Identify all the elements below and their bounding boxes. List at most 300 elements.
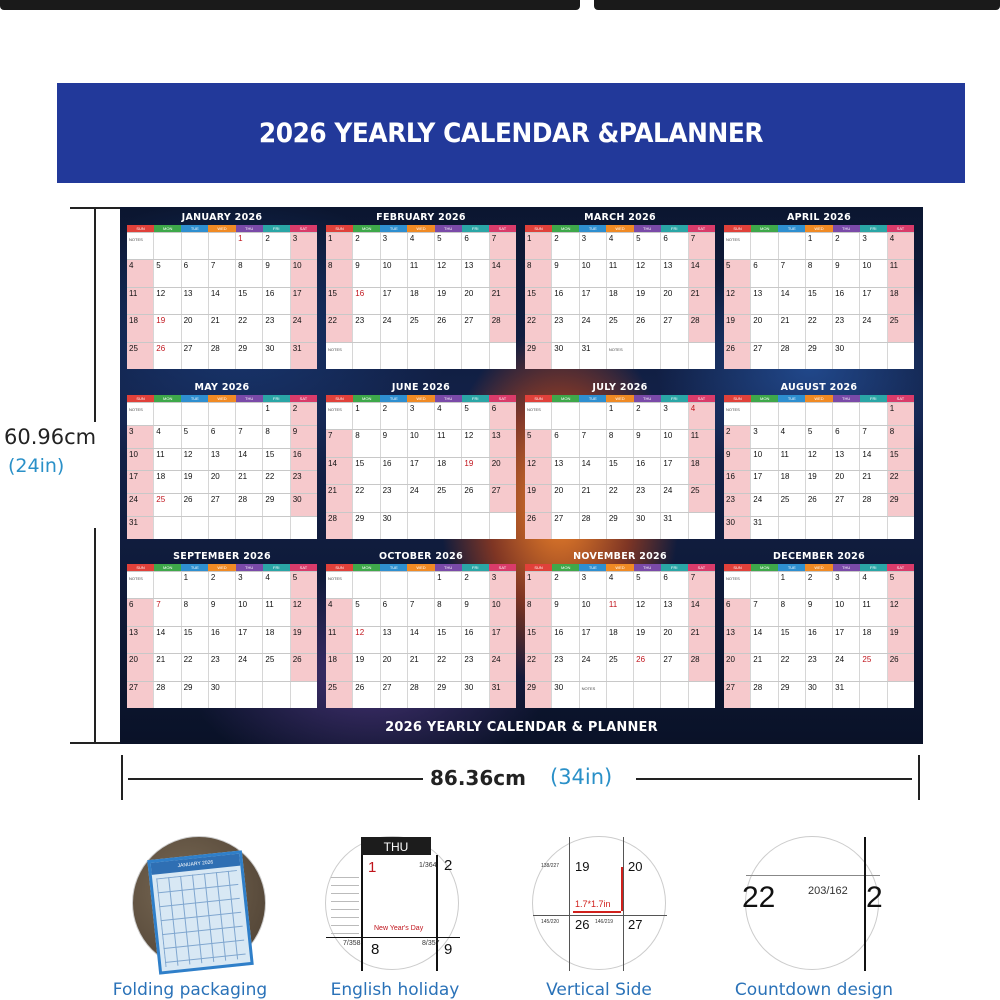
notes-label: NOTES (129, 237, 143, 242)
day-number: 5 (156, 261, 161, 271)
day-number: 7 (210, 261, 216, 271)
dimension-arrow-horizontal (573, 911, 621, 913)
notes-cell (181, 517, 208, 539)
day-cell (262, 494, 289, 516)
day-number: 20 (753, 316, 763, 326)
day-cell (262, 426, 289, 448)
weekday-label: WED (805, 395, 832, 402)
cell-divider (436, 855, 438, 971)
day-count: 138/227 (541, 863, 560, 869)
weekday-label: TUE (778, 225, 805, 232)
day-number: 30 (726, 518, 735, 528)
day-cell (153, 315, 180, 341)
day-number: 3 (129, 426, 134, 436)
day-number: 19 (527, 486, 536, 496)
day-cell (127, 426, 153, 448)
width-dimension-cap-right (918, 755, 920, 800)
day-number: 7 (581, 431, 587, 441)
day-number: 9 (382, 431, 388, 441)
day-number: 10 (753, 449, 763, 459)
day-number: 14 (409, 627, 419, 637)
day-number: 21 (862, 472, 872, 482)
day-cell (181, 449, 208, 471)
day-number: 19 (292, 627, 302, 637)
day-cell (805, 599, 832, 625)
notes-label: NOTES (129, 407, 143, 412)
english-holiday-label: English holiday (330, 980, 460, 1000)
day-cell (352, 599, 379, 625)
day-number: 18 (780, 472, 790, 482)
day-cell (208, 654, 235, 680)
weekday-header (724, 395, 914, 402)
weekday-label: MON (353, 395, 380, 402)
day-cell (606, 485, 633, 511)
day-number: 17 (409, 458, 419, 468)
day-number: 18 (862, 627, 872, 637)
day-cell (832, 343, 859, 369)
day-number: 8 (355, 431, 360, 441)
banner-title: 2026 YEARLY CALENDAR &PALANNER (258, 117, 764, 149)
week-row (724, 470, 914, 493)
day-cell (127, 260, 153, 286)
week-row (127, 425, 317, 448)
day-cell (235, 288, 262, 314)
weekday-label: FRI (661, 225, 688, 232)
month-block (724, 207, 914, 369)
notes-cell (208, 403, 235, 425)
weekday-label: SUN (127, 225, 154, 232)
day-number: 24 (753, 495, 763, 505)
day-number: 19 (807, 472, 817, 482)
week-row (525, 484, 715, 511)
weekday-label: MON (353, 225, 380, 232)
day-number: 31 (753, 518, 763, 528)
day-cell (153, 654, 180, 680)
day-cell (724, 315, 750, 341)
day-number: 13 (210, 449, 220, 459)
day-cell (352, 654, 379, 680)
week-row (127, 342, 317, 369)
day-cell (750, 682, 777, 708)
weekday-label: TUE (181, 395, 208, 402)
day-number: 4 (409, 234, 415, 243)
weekday-label: SAT (489, 225, 516, 232)
weekday-label: MON (552, 564, 579, 571)
day-number: 22 (742, 881, 776, 914)
day-number: 25 (328, 682, 337, 692)
day-number: 16 (292, 449, 302, 459)
week-row (724, 259, 914, 286)
notes-cell (688, 682, 715, 708)
day-cell (633, 430, 660, 456)
day-cell (525, 288, 551, 314)
notes-cell (859, 403, 886, 425)
week-row (326, 512, 516, 539)
day-number: 27 (835, 495, 845, 505)
day-number: 22 (608, 486, 618, 496)
week-row (724, 681, 914, 708)
day-cell (887, 233, 914, 259)
notes-cell (750, 403, 777, 425)
day-cell (235, 471, 262, 493)
day-cell (633, 458, 660, 484)
day-number: 18 (129, 316, 138, 326)
day-number: 26 (807, 495, 817, 505)
notes-label: NOTES (726, 237, 740, 242)
day-cell (606, 627, 633, 653)
weekday-label: FRI (263, 395, 290, 402)
day-cell (887, 403, 914, 425)
day-cell (380, 288, 407, 314)
day-number: 5 (636, 573, 641, 582)
day-cell (724, 494, 750, 516)
weekday-header (525, 564, 715, 571)
day-cell (805, 233, 832, 259)
week-row (525, 598, 715, 625)
day-number: 15 (527, 627, 536, 637)
day-number: 17 (753, 472, 763, 482)
day-cell (579, 513, 606, 539)
day-number: 3 (382, 234, 388, 243)
day-number: 7 (690, 573, 696, 582)
day-cell (750, 517, 777, 539)
month-grid (127, 395, 317, 539)
day-cell (380, 654, 407, 680)
day-number: 6 (663, 573, 668, 582)
day-number: 2 (382, 404, 388, 413)
weekday-header (127, 395, 317, 402)
month-name: NOVEMBER 2026 (573, 551, 667, 562)
day-number: 14 (690, 600, 700, 610)
day-cell (127, 315, 153, 341)
day-cell (326, 627, 352, 653)
day-number: 4 (129, 261, 134, 271)
day-number: 19 (355, 655, 365, 665)
countdown-design-label: Countdown design (734, 980, 894, 1000)
day-number: 28 (210, 343, 220, 353)
day-number: 25 (437, 486, 447, 496)
day-cell (750, 471, 777, 493)
day-cell (525, 343, 551, 369)
week-row (127, 287, 317, 314)
day-cell (660, 315, 687, 341)
notes-cell (887, 343, 914, 369)
day-number: 16 (265, 288, 275, 298)
day-cell (887, 494, 914, 516)
week-row (326, 287, 516, 314)
weekday-label: TUE (778, 564, 805, 571)
day-number: 25 (409, 316, 419, 326)
day-number: 11 (608, 600, 618, 610)
notes-cell (778, 517, 805, 539)
day-cell (688, 288, 715, 314)
day-cell (778, 288, 805, 314)
day-cell (724, 654, 750, 680)
width-in-label: (34in) (550, 765, 613, 789)
day-cell (551, 599, 578, 625)
day-number: 5 (464, 404, 469, 413)
month-grid (326, 564, 516, 708)
day-number: 27 (726, 682, 735, 692)
weekday-label: SUN (525, 564, 552, 571)
day-number: 29 (355, 513, 365, 523)
day-number: 25 (156, 495, 166, 505)
day-number: 21 (690, 627, 700, 637)
day-cell (750, 449, 777, 471)
day-cell (579, 260, 606, 286)
day-number: 27 (210, 495, 220, 505)
notes-cell (579, 682, 606, 708)
day-cell (235, 315, 262, 341)
weekday-label: SUN (326, 395, 353, 402)
day-cell (262, 343, 289, 369)
notes-cell (407, 343, 434, 369)
week-row (724, 425, 914, 448)
day-cell (434, 599, 461, 625)
month-block (525, 377, 715, 539)
day-cell (235, 260, 262, 286)
notes-cell (407, 513, 434, 539)
day-number: 11 (690, 431, 699, 441)
day-cell (859, 572, 886, 598)
day-number: 29 (238, 343, 248, 353)
week-row (127, 681, 317, 708)
day-cell (859, 260, 886, 286)
day-count: 7/358 (343, 940, 361, 947)
day-number: 9 (444, 941, 453, 958)
day-number: 16 (382, 458, 392, 468)
day-number: 14 (328, 458, 337, 468)
day-cell (208, 260, 235, 286)
day-cell (832, 315, 859, 341)
notes-cell (127, 572, 153, 598)
day-cell (688, 315, 715, 341)
day-cell (461, 599, 488, 625)
week-row (724, 342, 914, 369)
day-number: 26 (437, 316, 447, 326)
weekday-label: MON (353, 564, 380, 571)
day-cell (688, 599, 715, 625)
day-cell (181, 260, 208, 286)
day-number: 3 (581, 234, 587, 243)
weekday-label: SAT (688, 225, 715, 232)
day-cell (326, 682, 352, 708)
weekday-label: MON (751, 564, 778, 571)
day-cell (181, 288, 208, 314)
day-number: 23 (726, 495, 735, 505)
day-number: 24 (292, 316, 302, 326)
day-number: 7 (328, 431, 333, 441)
day-number: 29 (527, 682, 536, 692)
day-cell (352, 233, 379, 259)
pad-grid (156, 870, 246, 967)
day-cell (887, 599, 914, 625)
day-number: 4 (889, 234, 895, 243)
day-cell (235, 449, 262, 471)
day-cell (380, 430, 407, 456)
day-number: 26 (575, 917, 590, 932)
weekday-label: FRI (860, 564, 887, 571)
notes-cell (290, 517, 317, 539)
notes-cell (380, 343, 407, 369)
week-row (724, 402, 914, 425)
day-number: 6 (464, 234, 469, 243)
week-row (326, 342, 516, 369)
day-cell (380, 233, 407, 259)
day-number: 21 (581, 486, 591, 496)
day-number: 22 (265, 472, 275, 482)
day-number: 11 (889, 261, 898, 271)
day-number: 5 (355, 600, 360, 610)
day-cell (859, 426, 886, 448)
day-cell (633, 627, 660, 653)
day-cell (633, 485, 660, 511)
day-cell (859, 471, 886, 493)
day-number: 19 (183, 472, 193, 482)
month-block (127, 207, 317, 369)
day-number: 10 (491, 600, 501, 610)
day-cell (127, 471, 153, 493)
day-cell (778, 343, 805, 369)
week-row (326, 314, 516, 341)
day-cell (380, 315, 407, 341)
month-grid (127, 225, 317, 369)
day-number: 27 (663, 316, 673, 326)
day-number: 9 (835, 261, 840, 271)
notes-cell (208, 233, 235, 259)
weekday-label: TUE (380, 564, 407, 571)
day-cell (208, 627, 235, 653)
day-number: 8 (328, 261, 333, 271)
day-number: 22 (807, 316, 817, 326)
day-cell (660, 430, 687, 456)
day-cell (461, 288, 488, 314)
day-number: 26 (636, 655, 646, 665)
day-cell (181, 654, 208, 680)
weekday-header (326, 225, 516, 232)
day-cell (290, 494, 317, 516)
day-number: 4 (608, 234, 614, 243)
day-number: 5 (636, 234, 641, 243)
day-number: 4 (437, 404, 442, 413)
day-number: 14 (156, 627, 166, 637)
day-cell (750, 260, 777, 286)
day-number: 26 (292, 655, 302, 665)
day-cell (859, 233, 886, 259)
day-cell (181, 599, 208, 625)
notes-cell (551, 403, 578, 429)
day-cell (380, 627, 407, 653)
week-row (127, 448, 317, 471)
notes-cell (859, 343, 886, 369)
week-row (724, 516, 914, 539)
week-row (326, 626, 516, 653)
day-number: 5 (292, 573, 298, 582)
week-row (525, 314, 715, 341)
day-number: 27 (554, 513, 564, 523)
day-cell (778, 449, 805, 471)
weekday-label: SUN (525, 225, 552, 232)
day-cell (525, 513, 551, 539)
notes-cell (290, 682, 317, 708)
day-number: 15 (238, 288, 248, 298)
day-number: 12 (636, 600, 646, 610)
day-cell (235, 599, 262, 625)
notes-cell (805, 517, 832, 539)
day-number: 22 (437, 655, 447, 665)
day-cell (434, 403, 461, 429)
day-cell (778, 260, 805, 286)
day-cell (235, 343, 262, 369)
day-number: 12 (355, 627, 365, 637)
week-row (326, 232, 516, 259)
day-number: 16 (807, 627, 817, 637)
day-number: 30 (807, 682, 817, 692)
day-cell (724, 260, 750, 286)
day-number: 28 (328, 513, 337, 523)
day-cell (606, 654, 633, 680)
day-number: 13 (726, 627, 735, 637)
notes-cell (805, 403, 832, 425)
day-cell (153, 682, 180, 708)
day-number: 2 (554, 573, 559, 582)
notes-cell (181, 233, 208, 259)
day-cell (127, 654, 153, 680)
day-number: 28 (690, 316, 700, 326)
day-number: 9 (726, 449, 731, 459)
day-cell (181, 343, 208, 369)
notes-cell (153, 572, 180, 598)
day-cell (579, 458, 606, 484)
day-cell (832, 260, 859, 286)
day-cell (380, 599, 407, 625)
day-cell (805, 343, 832, 369)
day-cell (407, 682, 434, 708)
day-number: 29 (527, 343, 536, 353)
day-cell (489, 458, 516, 484)
notes-label: NOTES (527, 407, 541, 412)
day-number: 26 (183, 495, 193, 505)
day-number: 3 (862, 234, 867, 243)
day-number: 8 (265, 426, 270, 436)
day-number: 6 (210, 426, 216, 436)
day-number: 29 (437, 682, 447, 692)
day-number: 1 (328, 234, 333, 243)
month-block (127, 377, 317, 539)
day-number: 14 (780, 288, 790, 298)
notes-cell (235, 517, 262, 539)
day-cell (724, 288, 750, 314)
day-number: 2 (835, 234, 840, 243)
month-grid (724, 225, 914, 369)
countdown-design-closeup (742, 836, 883, 970)
day-number: 23 (807, 655, 817, 665)
day-number: 25 (608, 316, 618, 326)
day-cell (352, 430, 379, 456)
day-number: 26 (156, 343, 166, 353)
day-number: 21 (238, 472, 248, 482)
weekday-label: TUE (579, 225, 606, 232)
day-number: 12 (292, 600, 302, 610)
day-number: 24 (409, 486, 419, 496)
day-number: 1 (780, 573, 786, 582)
day-number: 4 (780, 426, 786, 436)
day-number: 4 (328, 600, 333, 610)
day-number: 26 (527, 513, 536, 523)
width-dimension-cap-left (121, 755, 123, 800)
notes-label: NOTES (726, 407, 740, 412)
day-number: 28 (581, 513, 591, 523)
